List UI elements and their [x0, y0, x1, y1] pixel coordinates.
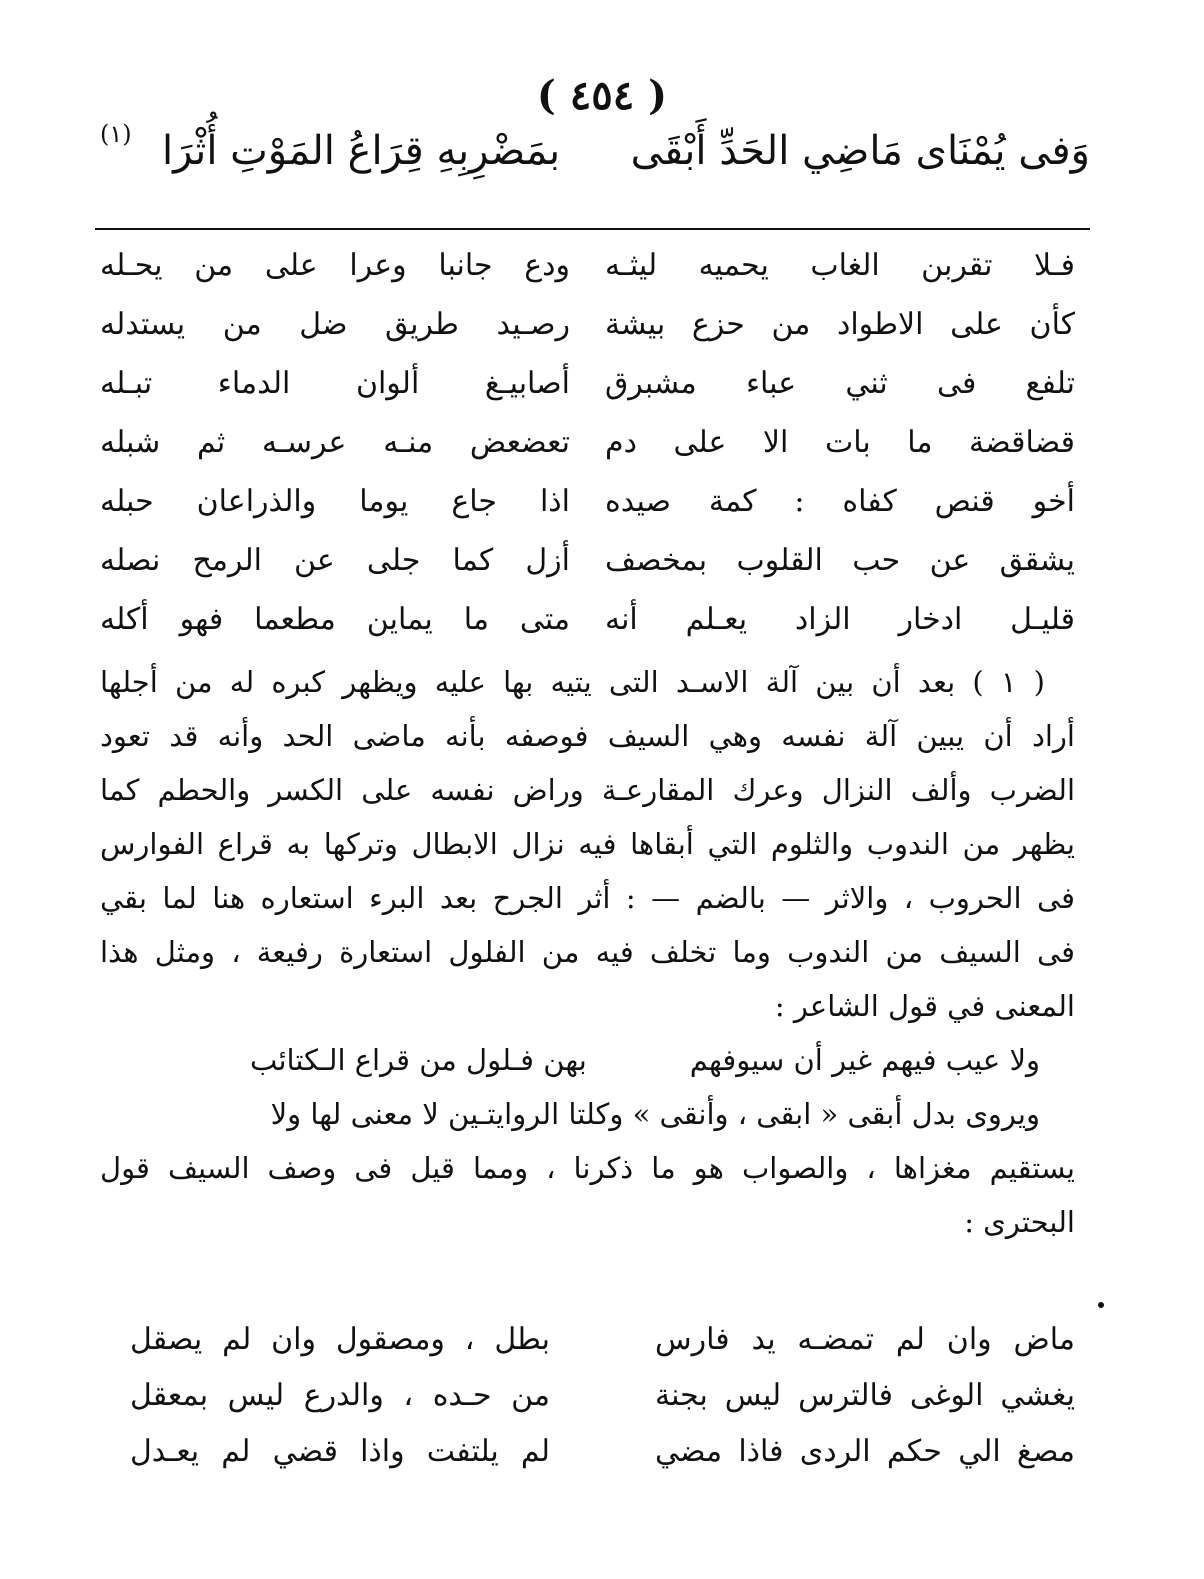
verse-line	[100, 1430, 1075, 1486]
verse-hemistich-left: اذا جاع يوما والذراعان حبله	[100, 484, 570, 519]
verse-hemistich-right: قليـل ادخار الزاد يعـلم أنه	[605, 602, 1075, 637]
verse-line	[100, 482, 1075, 541]
footnote-line: الضرب وألف النزال وعرك المقارعـة وراض نفسه على الكسر والحطم كما	[100, 773, 1075, 807]
verse-line	[100, 246, 1075, 305]
verse-line	[100, 305, 1075, 364]
footnote-line: يظهر من الندوب والثلوم التي أبقاها فيه نزال الابطال وتركها به قراع الفوارس	[100, 827, 1075, 861]
verse-hemistich-left: رصـيد طريق ضل من يستدله	[100, 307, 570, 342]
verse-line	[100, 600, 1075, 659]
ink-speck	[1098, 1302, 1104, 1308]
verse-hemistich-left: ودع جانبا وعرا على من يحـله	[100, 248, 570, 283]
footnote-reference: (١)	[100, 120, 132, 148]
quoted-hemistich-left: بهن فـلول من قراع الـكتائب	[250, 1043, 587, 1077]
header-hemistich-2: بمَضْرِبِهِ قِرَاعُ المَوْتِ أُثْرَا	[162, 128, 561, 174]
poem-verses	[100, 246, 1075, 659]
verse-hemistich-left: لم يلتفت واذا قضي لم يعـدل	[130, 1434, 550, 1469]
page-number: ( ٤٥٤ )	[536, 72, 668, 119]
verse-hemistich-right: كأن على الاطواد من حزع بيشة	[605, 307, 1075, 342]
verse-hemistich-left: من حـده ، والدرع ليس بمعقل	[130, 1378, 550, 1413]
verse-hemistich-right: تلفع فى ثني عباء مشبرق	[605, 366, 1075, 401]
verse-hemistich-right: مصغ الي حكم الردى فاذا مضي	[655, 1434, 1075, 1469]
verse-hemistich-right: أخو قنص كفاه : كمة صيده	[605, 484, 1075, 519]
bottom-verses	[100, 1318, 1075, 1486]
header-verse	[100, 120, 1090, 198]
verse-hemistich-left: بطل ، ومصقول وان لم يصقل	[130, 1322, 550, 1357]
quoted-hemistich-right: ولا عيب فيهم غير أن سيوفهم	[689, 1043, 1040, 1077]
verse-hemistich-right: قضاقضة ما بات الا على دم	[605, 425, 1075, 460]
quoted-verse	[100, 1038, 1075, 1092]
footnote-line: ( ١ ) بعد أن بين آلة الاسـد التى يتيه بها عليه ويظهر كبره له من أجلها	[100, 665, 1045, 699]
footnote	[100, 660, 1075, 1254]
header-hemistich-1: وَفى يُمْنَاى مَاضِي الحَدِّ أَبْقَى	[630, 128, 1090, 174]
verse-line	[100, 541, 1075, 600]
footnote-line: يستقيم مغزاها ، والصواب هو ما ذكرنا ، ومما قيل فى وصف السيف قول	[100, 1151, 1075, 1185]
verse-hemistich-left: متى ما يماين مطعما فهو أكله	[100, 602, 570, 637]
verse-line	[100, 1318, 1075, 1374]
footnote-line: البحترى :	[964, 1205, 1075, 1239]
footnote-line: المعنى في قول الشاعر :	[774, 989, 1075, 1023]
verse-hemistich-left: أزل كما جلى عن الرمح نصله	[100, 543, 570, 578]
footnote-line: فى السيف من الندوب وما تخلف فيه من الفلول استعارة رفيعة ، ومثل هذا	[100, 935, 1075, 969]
verse-line	[100, 364, 1075, 423]
horizontal-rule	[95, 228, 1090, 230]
footnote-line: ويروى بدل أبقى « ابقى ، وأنقى » وكلتا الروايتـين لا معنى لها ولا	[270, 1097, 1040, 1131]
footnote-line: أراد أن يبين آلة نفسه وهي السيف فوصفه بأنه ماضى الحد وأنه قد تعود	[100, 719, 1075, 753]
verse-hemistich-right: يغشي الوغى فالترس ليس بجنة	[655, 1378, 1075, 1413]
verse-hemistich-left: أصابيـغ ألوان الدماء تبـله	[100, 366, 570, 401]
verse-hemistich-right: يشقق عن حب القلوب بمخصف	[605, 543, 1075, 578]
verse-line	[100, 423, 1075, 482]
verse-hemistich-left: تعضعض منـه عرسـه ثم شبله	[100, 425, 570, 460]
verse-line	[100, 1374, 1075, 1430]
verse-hemistich-right: ماض وان لم تمضـه يد فارس	[655, 1322, 1075, 1357]
verse-hemistich-right: فـلا تقربن الغاب يحميه ليثـه	[605, 248, 1075, 283]
footnote-line: فى الحروب ، والاثر — بالضم — : أثر الجرح بعد البرء استعاره هنا لما بقي	[100, 881, 1075, 915]
